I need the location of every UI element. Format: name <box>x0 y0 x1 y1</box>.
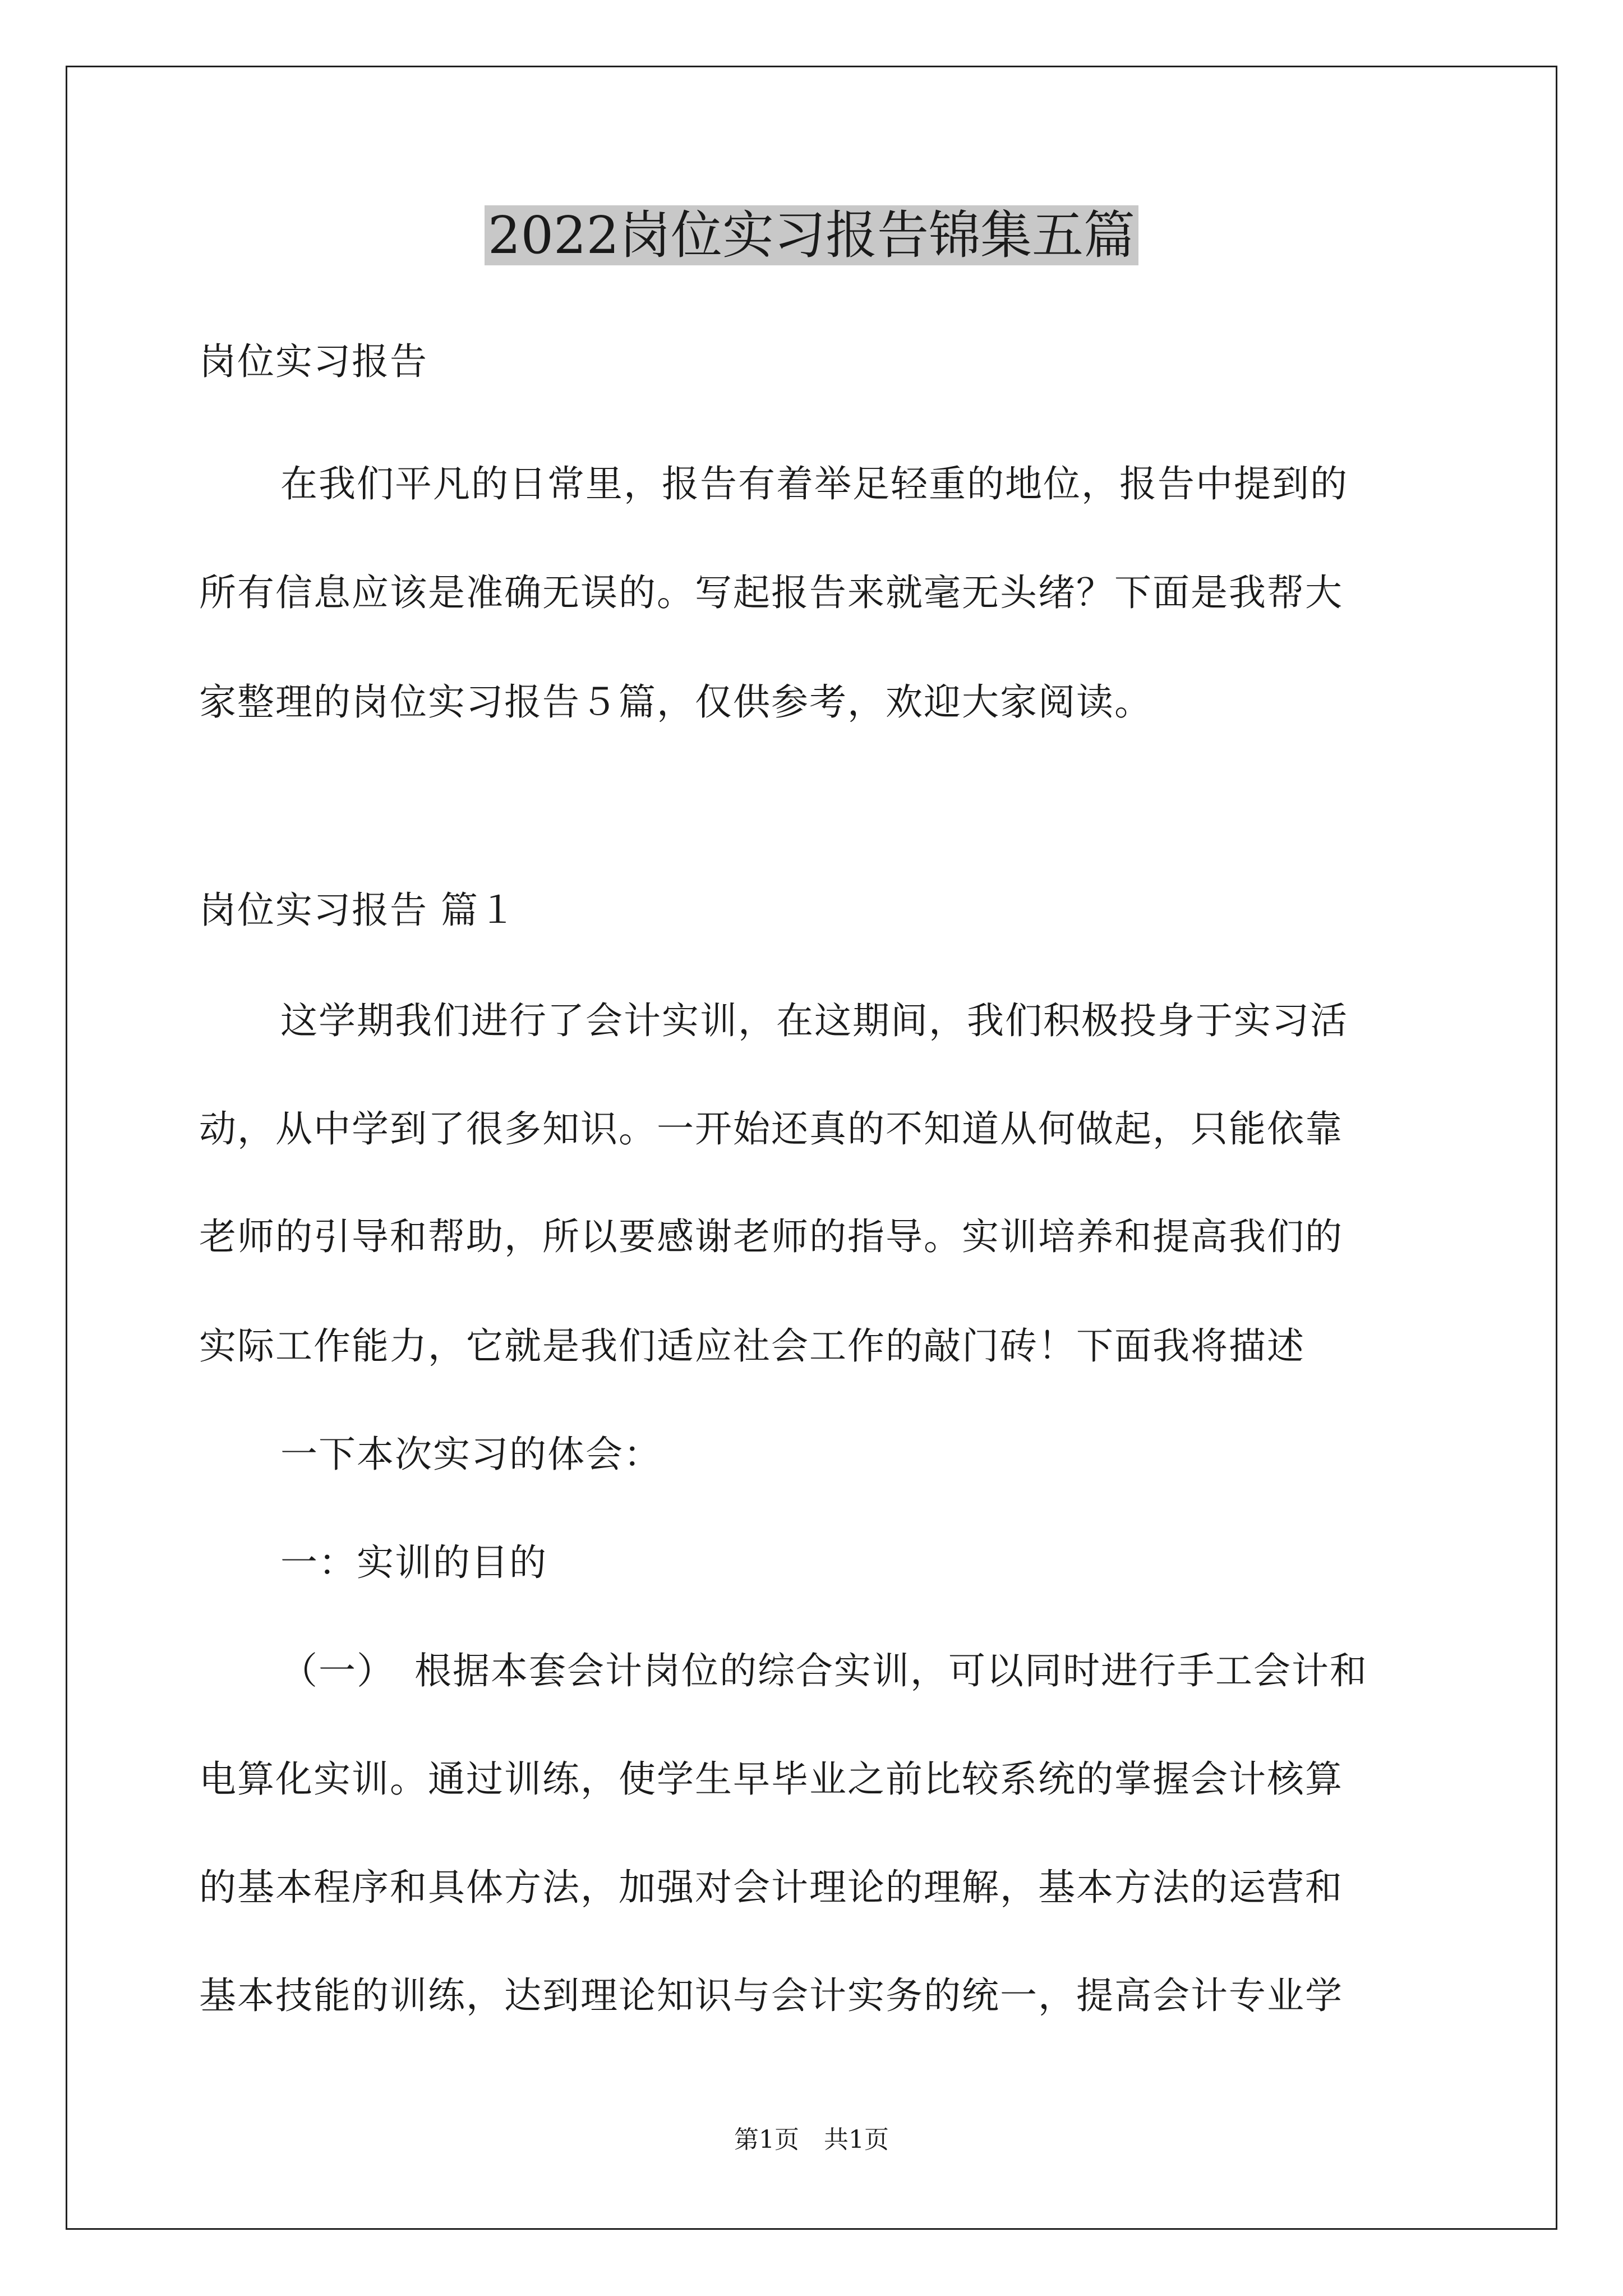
paragraph-line: 动，从中学到了很多知识。一开始还真的不知道从何做起，只能依靠 <box>199 1107 1343 1151</box>
paragraph-line: 的基本程序和具体方法，加强对会计理论的理解，基本方法的运营和 <box>199 1866 1343 1909</box>
paragraph-line: 基本技能的训练，达到理论知识与会计实务的统一，提高会计专业学 <box>199 1974 1343 2017</box>
paragraph-line: 一下本次实习的体会： <box>280 1433 662 1476</box>
paragraph-line: 家整理的岗位实习报告５篇，仅供参考，欢迎大家阅读。 <box>199 680 1152 724</box>
section-heading: 岗位实习报告 篇１ <box>199 889 517 932</box>
paragraph-line: 实际工作能力，它就是我们适应社会工作的敲门砖！下面我将描述 <box>199 1324 1305 1368</box>
paragraph-line: 老师的引导和帮助，所以要感谢老师的指导。实训培养和提高我们的 <box>199 1215 1343 1258</box>
paragraph-line: 所有信息应该是准确无误的。写起报告来就毫无头绪？下面是我帮大 <box>199 571 1343 614</box>
subheading: 一：实训的目的 <box>280 1541 547 1584</box>
section-heading: 岗位实习报告 <box>199 340 428 383</box>
document-title: 2022岗位实习报告锦集五篇 <box>0 199 1623 272</box>
paragraph-line: （一） 根据本套会计岗位的综合实训，可以同时进行手工会计和 <box>280 1649 1368 1692</box>
paragraph-line: 这学期我们进行了会计实训，在这期间，我们积极投身于实习活 <box>280 999 1348 1042</box>
page-footer: 第1页 共1页 <box>734 2125 889 2154</box>
paragraph-line: 在我们平凡的日常里，报告有着举足轻重的地位，报告中提到的 <box>280 462 1348 505</box>
paragraph-line: 电算化实训。通过训练，使学生早毕业之前比较系统的掌握会计核算 <box>199 1757 1343 1801</box>
